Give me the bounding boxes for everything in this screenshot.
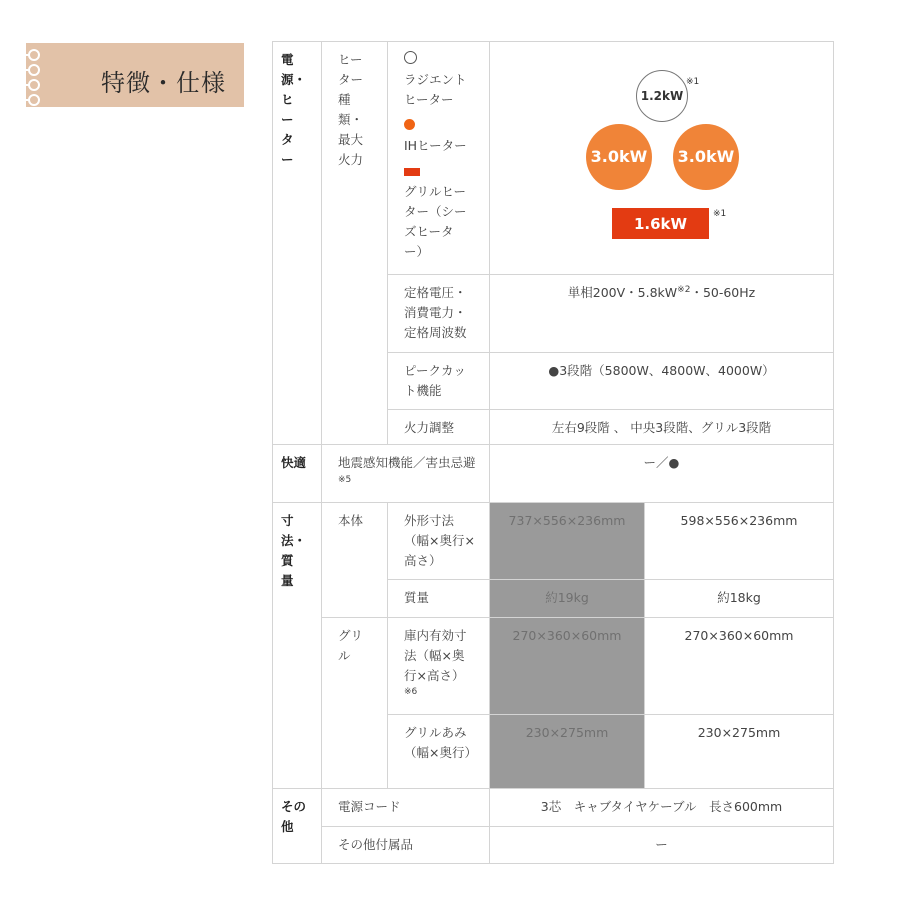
- comfort-value: ー／●: [490, 445, 834, 503]
- spec-table: [272, 41, 834, 864]
- ih-burner-right: 3.0kW: [673, 124, 739, 190]
- rated-label: 定格電圧・消費電力・定格周波数: [388, 275, 490, 353]
- power-adjust-label: 火力調整: [388, 410, 490, 445]
- grill-heater: 1.6kW: [612, 208, 709, 239]
- heater-type-label: ヒーター種類・最大火力: [322, 42, 388, 445]
- mass-label: 質量: [388, 580, 490, 618]
- outer-dims-label: 外形寸法（幅×奥行×高さ）: [388, 503, 490, 580]
- radiant-heater-icon: [404, 51, 417, 64]
- heater-diagram-cell: [490, 42, 834, 275]
- power-adjust-value: 左右9段階 、 中央3段階、グリル3段階: [490, 410, 834, 445]
- peak-cut-value: ●3段階（5800W、4800W、4000W）: [490, 353, 834, 410]
- radiant-burner: 1.2kW: [636, 70, 688, 122]
- heater-diagram: [490, 42, 832, 274]
- inner-dims-value-b: 270×360×60mm: [645, 618, 834, 715]
- group-comfort: 快適: [273, 445, 322, 503]
- ih-burner-left: 3.0kW: [586, 124, 652, 190]
- legend-ih: IHヒーター: [404, 138, 467, 153]
- binder-rings-icon: [26, 49, 48, 103]
- peak-cut-label: ピークカット機能: [388, 353, 490, 410]
- outer-dims-value-b: 598×556×236mm: [645, 503, 834, 580]
- grill-net-label: グリルあみ（幅×奥行）: [388, 715, 490, 789]
- comfort-label: 地震感知機能／害虫忌避$^{※5}$: [322, 445, 490, 503]
- grill-net-value-a: 230×275mm: [490, 715, 645, 789]
- accessories-label: その他付属品: [322, 827, 490, 864]
- rated-value: 単相200V・$5.8kW^{※2}$・50-60Hz: [490, 275, 834, 353]
- section-title: 特徴・仕様: [101, 69, 226, 97]
- group-power-heater: 電源・ヒーター: [273, 42, 322, 445]
- legend-grill: グリルヒーター（シーズヒーター）: [404, 184, 467, 259]
- power-cord-label: 電源コード: [322, 789, 490, 827]
- grill-net-value-b: 230×275mm: [645, 715, 834, 789]
- inner-dims-label: 庫内有効寸法（幅×奥行×高さ） ※6: [388, 618, 490, 715]
- accessories-value: ー: [490, 827, 834, 864]
- legend-radiant: ラジエントヒーター: [404, 72, 467, 107]
- section-header: [26, 43, 244, 107]
- note-1-grill: ※1: [713, 209, 727, 219]
- note-1-radiant: ※1: [686, 77, 700, 87]
- grill-label: グリル: [322, 618, 388, 789]
- grill-heater-icon: [404, 168, 420, 176]
- power-cord-value: 3芯 キャブタイヤケーブル 長さ600mm: [490, 789, 834, 827]
- body-label: 本体: [322, 503, 388, 618]
- ih-heater-icon: [404, 119, 415, 130]
- heater-legend: [388, 42, 490, 275]
- inner-dims-value-a: 270×360×60mm: [490, 618, 645, 715]
- group-dimensions: 寸法・質量: [273, 503, 322, 789]
- group-other: その他: [273, 789, 322, 864]
- outer-dims-value-a: 737×556×236mm: [490, 503, 645, 580]
- mass-value-a: 約19kg: [490, 580, 645, 618]
- mass-value-b: 約18kg: [645, 580, 834, 618]
